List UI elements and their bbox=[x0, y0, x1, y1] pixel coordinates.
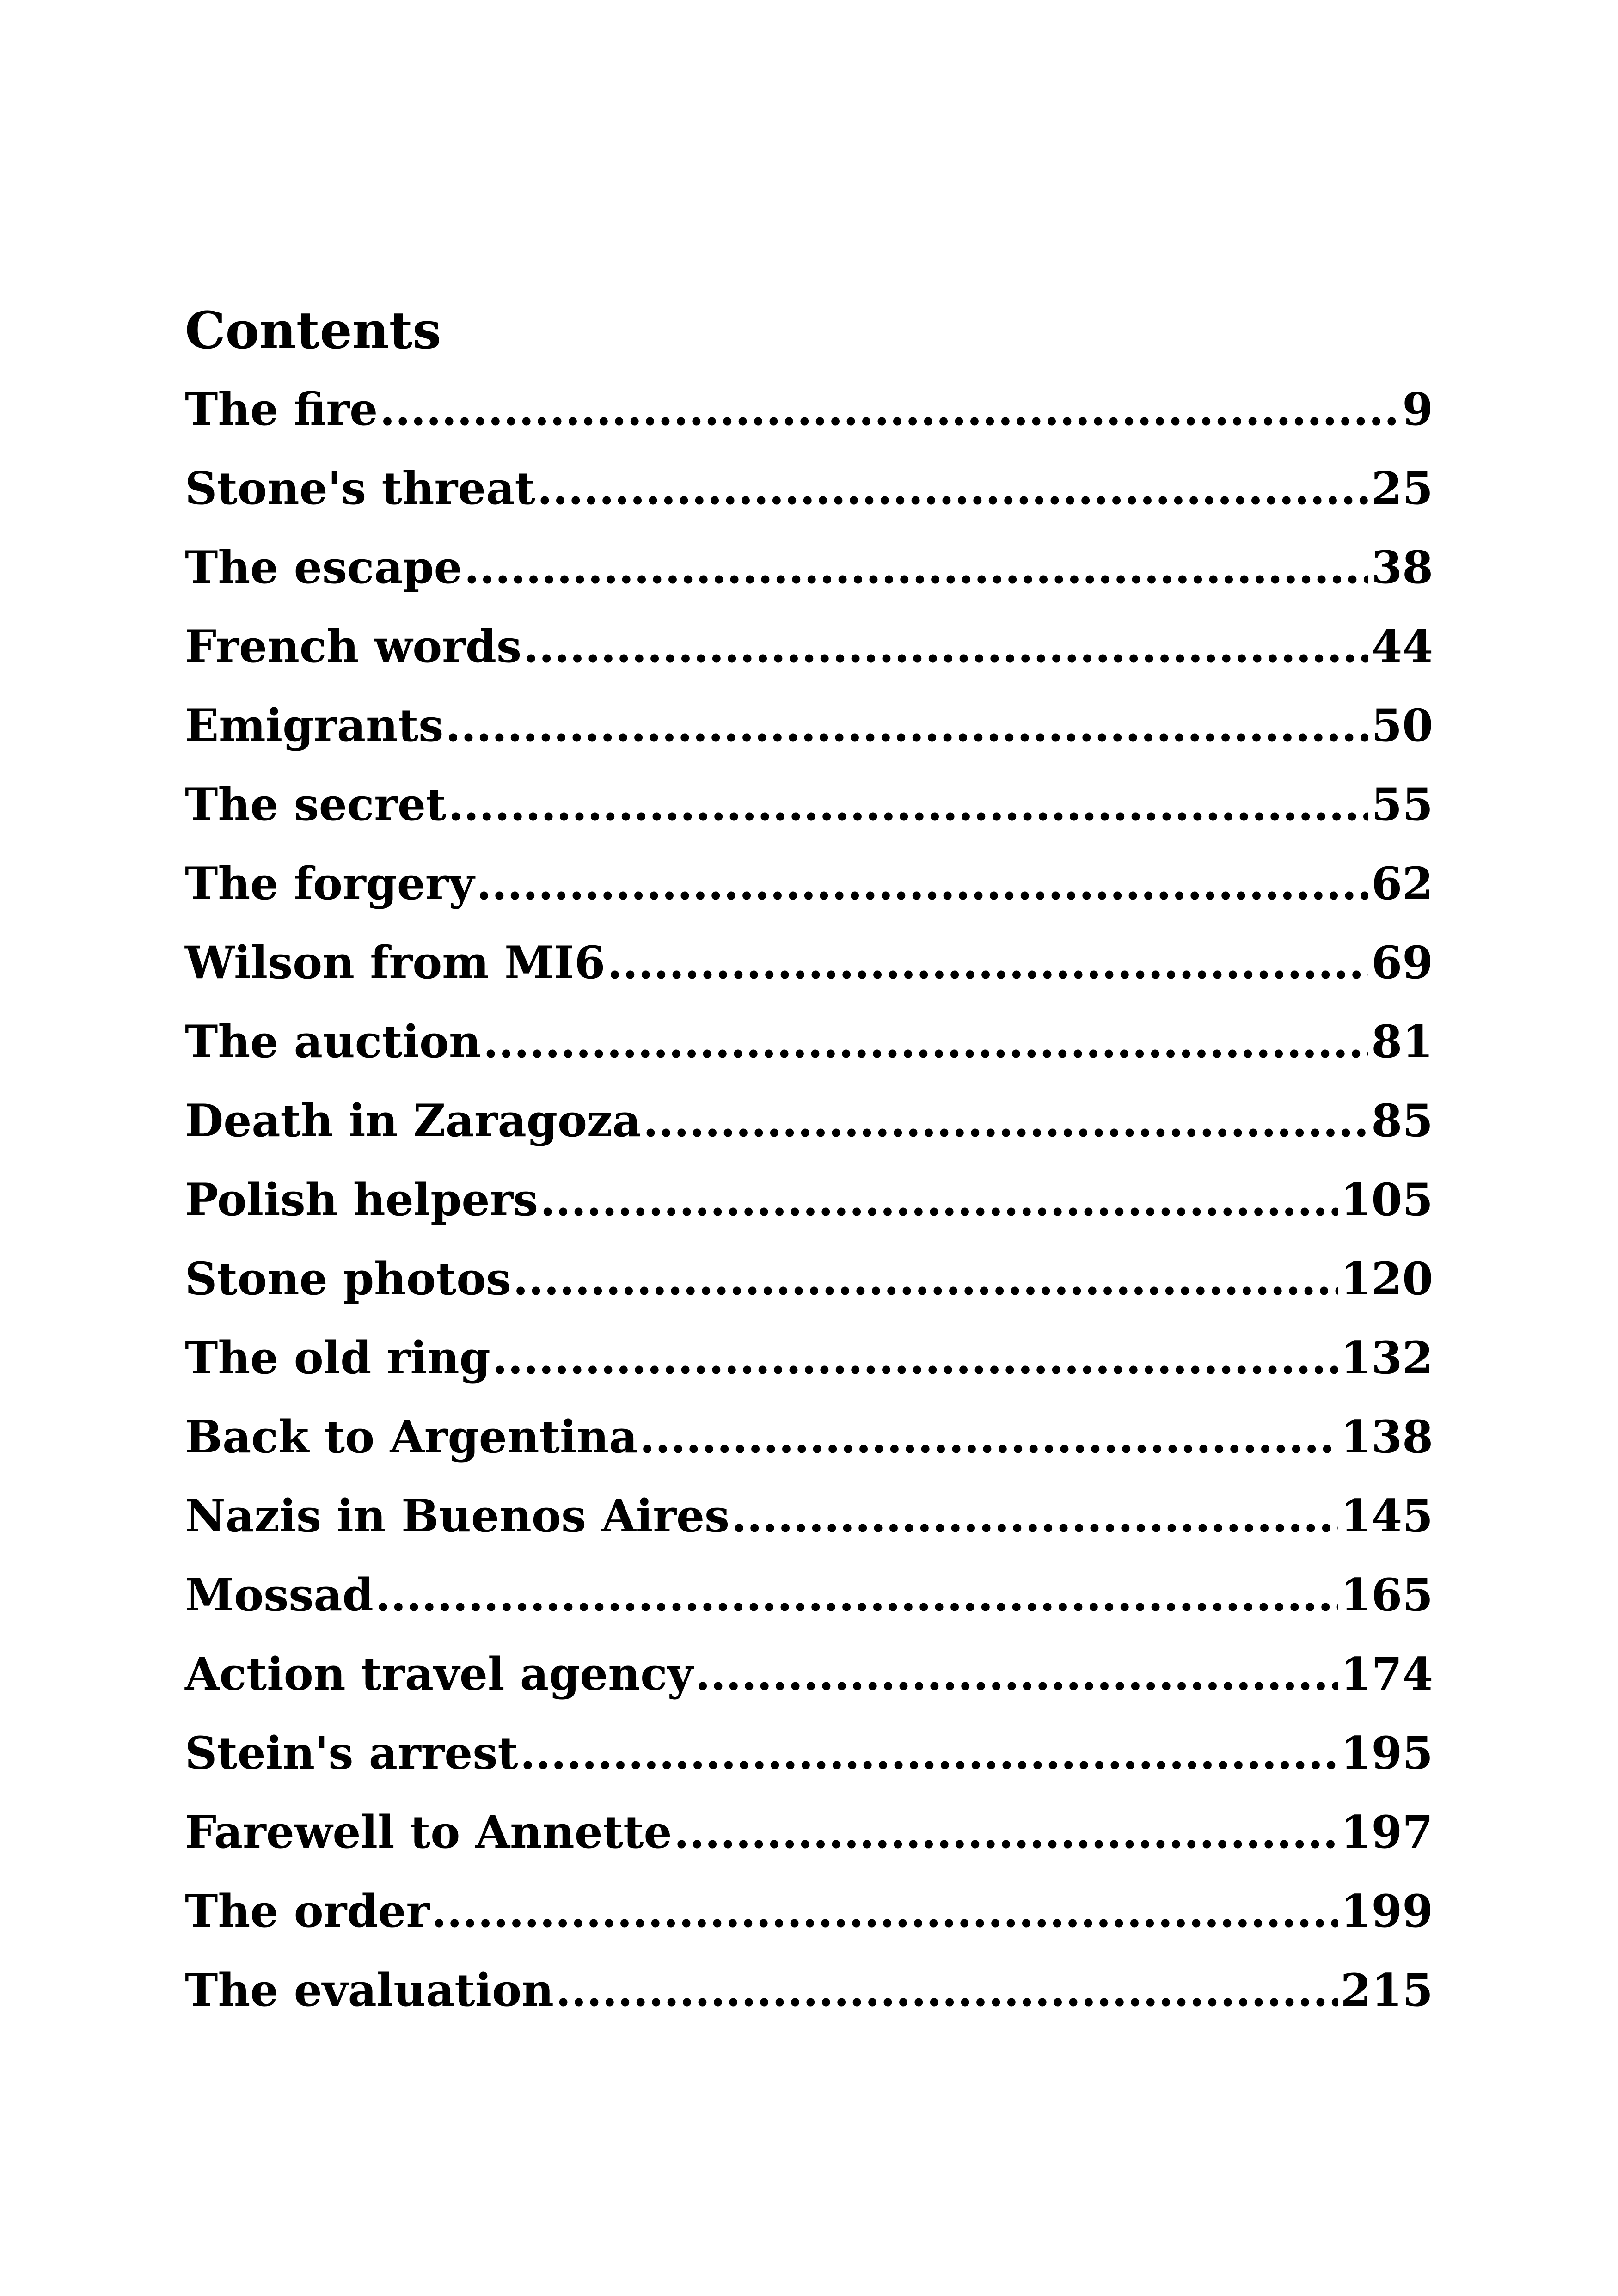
toc-entry[interactable] bbox=[185, 1318, 1433, 1397]
toc-entry[interactable] bbox=[185, 1397, 1433, 1476]
toc-entry[interactable] bbox=[185, 1951, 1433, 2030]
dot-leader bbox=[540, 1160, 1338, 1239]
toc-entry[interactable] bbox=[185, 1872, 1433, 1951]
toc-entry[interactable] bbox=[185, 1555, 1433, 1635]
entry-title: Stone photos bbox=[185, 1253, 511, 1305]
entry-page-number: 9 bbox=[1402, 383, 1433, 435]
entry-page-number: 105 bbox=[1340, 1174, 1433, 1226]
toc-list bbox=[185, 370, 1433, 2030]
entry-page-number: 69 bbox=[1371, 937, 1433, 989]
entry-title: The escape bbox=[185, 541, 462, 594]
entry-title: Nazis in Buenos Aires bbox=[185, 1490, 730, 1542]
entry-page-number: 197 bbox=[1340, 1806, 1433, 1858]
toc-entry[interactable] bbox=[185, 1081, 1433, 1160]
entry-page-number: 215 bbox=[1340, 1964, 1433, 2016]
entry-title: Polish helpers bbox=[185, 1174, 539, 1226]
entry-title: Stein's arrest bbox=[185, 1727, 518, 1779]
entry-title: The evaluation bbox=[185, 1964, 554, 2016]
entry-page-number: 38 bbox=[1371, 541, 1433, 594]
dot-leader bbox=[431, 1872, 1337, 1951]
dot-leader bbox=[464, 528, 1369, 607]
dot-leader bbox=[523, 607, 1368, 686]
entry-title: The order bbox=[185, 1885, 430, 1937]
entry-page-number: 81 bbox=[1371, 1016, 1433, 1068]
toc-entry[interactable] bbox=[185, 607, 1433, 686]
entry-title: The forgery bbox=[185, 857, 475, 910]
toc-entry[interactable] bbox=[185, 923, 1433, 1002]
toc-entry[interactable] bbox=[185, 844, 1433, 923]
dot-leader bbox=[520, 1714, 1338, 1793]
entry-title: The fire bbox=[185, 383, 378, 435]
toc-entry[interactable] bbox=[185, 1002, 1433, 1081]
dot-leader bbox=[731, 1476, 1338, 1555]
entry-title: Emigrants bbox=[185, 699, 444, 752]
toc-entry[interactable] bbox=[185, 1239, 1433, 1318]
dot-leader bbox=[513, 1239, 1337, 1318]
dot-leader bbox=[695, 1635, 1337, 1714]
entry-title: The old ring bbox=[185, 1332, 490, 1384]
dot-leader bbox=[483, 1002, 1369, 1081]
table-of-contents bbox=[185, 296, 1433, 2030]
entry-title: Death in Zaragoza bbox=[185, 1095, 641, 1147]
entry-page-number: 165 bbox=[1340, 1569, 1433, 1621]
entry-page-number: 62 bbox=[1371, 857, 1433, 910]
entry-page-number: 132 bbox=[1340, 1332, 1433, 1384]
toc-entry[interactable] bbox=[185, 765, 1433, 844]
entry-page-number: 199 bbox=[1340, 1885, 1433, 1937]
entry-page-number: 145 bbox=[1340, 1490, 1433, 1542]
toc-entry[interactable] bbox=[185, 1714, 1433, 1793]
entry-title: Stone's threat bbox=[185, 462, 535, 514]
dot-leader bbox=[380, 370, 1399, 449]
dot-leader bbox=[476, 844, 1368, 923]
entry-page-number: 44 bbox=[1371, 620, 1433, 673]
dot-leader bbox=[674, 1793, 1338, 1872]
toc-entry[interactable] bbox=[185, 370, 1433, 449]
entry-title: The secret bbox=[185, 778, 447, 831]
toc-entry[interactable] bbox=[185, 1160, 1433, 1239]
entry-title: Farewell to Annette bbox=[185, 1806, 672, 1858]
entry-title: Back to Argentina bbox=[185, 1411, 638, 1463]
dot-leader bbox=[448, 765, 1368, 844]
entry-title: The auction bbox=[185, 1016, 481, 1068]
toc-entry[interactable] bbox=[185, 1476, 1433, 1555]
entry-title: Wilson from MI6 bbox=[185, 937, 606, 989]
entry-page-number: 138 bbox=[1340, 1411, 1433, 1463]
dot-leader bbox=[445, 686, 1368, 765]
entry-title: French words bbox=[185, 620, 522, 673]
entry-page-number: 174 bbox=[1340, 1648, 1433, 1700]
toc-entry[interactable] bbox=[185, 1635, 1433, 1714]
entry-page-number: 195 bbox=[1340, 1727, 1433, 1779]
entry-page-number: 50 bbox=[1371, 699, 1433, 752]
dot-leader bbox=[639, 1397, 1337, 1476]
dot-leader bbox=[375, 1555, 1338, 1635]
toc-entry[interactable] bbox=[185, 686, 1433, 765]
entry-title: Mossad bbox=[185, 1569, 374, 1621]
entry-page-number: 85 bbox=[1371, 1095, 1433, 1147]
page-title: Contents bbox=[185, 300, 441, 360]
toc-entry[interactable] bbox=[185, 528, 1433, 607]
dot-leader bbox=[556, 1951, 1338, 2030]
dot-leader bbox=[537, 449, 1369, 528]
toc-entry[interactable] bbox=[185, 449, 1433, 528]
entry-title: Action travel agency bbox=[185, 1648, 693, 1700]
entry-page-number: 55 bbox=[1371, 778, 1433, 831]
dot-leader bbox=[607, 923, 1368, 1002]
entry-page-number: 120 bbox=[1340, 1253, 1433, 1305]
dot-leader bbox=[643, 1081, 1369, 1160]
dot-leader bbox=[492, 1318, 1338, 1397]
toc-entry[interactable] bbox=[185, 1793, 1433, 1872]
entry-page-number: 25 bbox=[1371, 462, 1433, 514]
